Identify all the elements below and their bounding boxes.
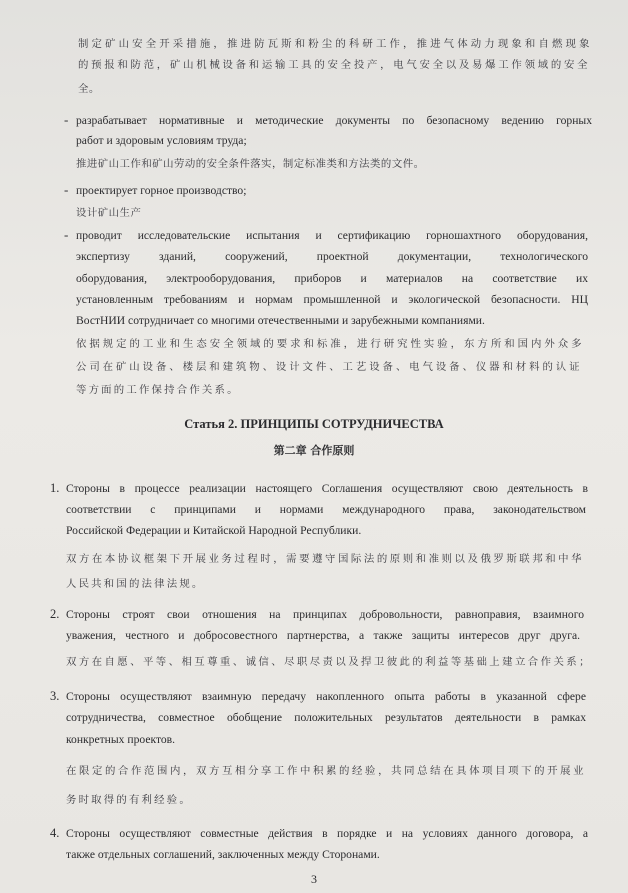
bullet-3-ru-line-4: установленным требованиям и нормам промышленной и экологической безопасности. НЦ <box>76 293 588 306</box>
item-3-ru-line-2: сотрудничества, совместное обобщение положительных результатов деятельности в рамках <box>66 711 586 724</box>
item-number: 1. <box>50 481 60 495</box>
article-title-ru: Статья 2. ПРИНЦИПЫ СОТРУДНИЧЕСТВА <box>184 417 444 431</box>
bullet-1-ru-line-1: разрабатывает нормативные и методические документы по безопасному ведению горных <box>76 114 592 127</box>
item-4-ru-line-1: Стороны осуществляют совместные действия в порядке и на условиях данного договора, а <box>66 827 588 840</box>
item-1-cn-line-2: 人民共和国的法律法规。 <box>66 578 205 590</box>
item-4-ru-line-2: также отдельных соглашений, заключенных между Сторонами. <box>66 848 380 861</box>
bullet-3-cn-line-3: 等方面的工作保持合作关系。 <box>76 384 240 396</box>
intro-cn-line-3: 全。 <box>78 83 100 95</box>
bullet-3-cn-line-2: 公司在矿山设备、楼层和建筑物、设计文件、工艺设备、电气设备、仪器和材料的认证 <box>76 361 580 373</box>
intro-cn-line-2: 的预报和防范，矿山机械设备和运输工具的安全投产，电气安全以及易爆工作领域的安全 <box>78 59 588 71</box>
bullet-3-ru-line-2: экспертизу зданий, сооружений, проектной документации, технологического <box>76 250 588 263</box>
page-number: 3 <box>311 872 317 886</box>
bullet-3-ru-line-3: оборудования, электрооборудования, приборов и материалов на соответствие их <box>76 272 588 285</box>
item-3-cn-line-2: 务时取得的有利经验。 <box>66 794 192 806</box>
item-1-ru-line-3: Российской Федерации и Китайской Народной Республики. <box>66 524 362 537</box>
item-number: 4. <box>50 826 60 840</box>
article-title-cn: 第二章 合作原则 <box>273 444 355 457</box>
bullet-1-ru-line-2: работ и здоровым условиям труда; <box>76 134 247 147</box>
bullet-3-ru-line-5: ВостНИИ сотрудничает со многими отечественными и зарубежными компаниями. <box>76 314 485 327</box>
bullet-1-cn-line-1: 推进矿山工作和矿山劳动的安全条件落实，制定标准类和方法类的文件。 <box>76 158 425 170</box>
item-number: 2. <box>50 607 60 621</box>
item-number: 3. <box>50 689 60 703</box>
item-2-ru-line-2: уважения, честного и добросовестного партнерства, а также защиты интересов друг друга. <box>66 629 580 642</box>
item-2-cn-line-1: 双方在自愿、平等、相互尊重、诚信、尽职尽责以及捍卫彼此的利益等基础上建立合作关系； <box>66 656 590 668</box>
intro-cn-line-1: 制定矿山安全开采措施，推进防瓦斯和粉尘的科研工作，推进气体动力现象和自燃现象 <box>78 38 590 50</box>
item-3-cn-line-1: 在限定的合作范围内，双方互相分享工作中积累的经验，共同总结在具体项目项下的开展业 <box>66 765 584 777</box>
bullet-3-ru-line-1: проводит исследовательские испытания и сертификацию горношахтного оборудования, <box>76 229 588 242</box>
bullet-marker: - <box>64 182 69 197</box>
bullet-2-ru-line-1: проектирует горное производство; <box>76 184 247 197</box>
bullet-3-cn-line-1: 依据规定的工业和生态安全领域的要求和标准，进行研究性实验，东方所和国内外众多 <box>76 338 582 350</box>
bullet-2-cn-line-1: 设计矿山生产 <box>76 207 142 219</box>
item-1-cn-line-1: 双方在本协议框架下开展业务过程时，需要遵守国际法的原则和准则以及俄罗斯联邦和中华 <box>66 553 582 565</box>
item-1-ru-line-2: соответствии с принципами и нормами международного права, законодательством <box>66 503 586 516</box>
item-3-ru-line-1: Стороны осуществляют взаимную передачу накопленного опыта работы в указанной сфере <box>66 690 586 703</box>
item-3-ru-line-3: конкретных проектов. <box>66 733 176 746</box>
item-1-ru-line-1: Стороны в процессе реализации настоящего Соглашения осуществляют свою деятельность в <box>66 482 588 495</box>
bullet-marker: - <box>64 227 69 242</box>
item-2-ru-line-1: Стороны строят свои отношения на принципах добровольности, равноправия, взаимного <box>66 608 584 621</box>
bullet-marker: - <box>64 112 69 127</box>
